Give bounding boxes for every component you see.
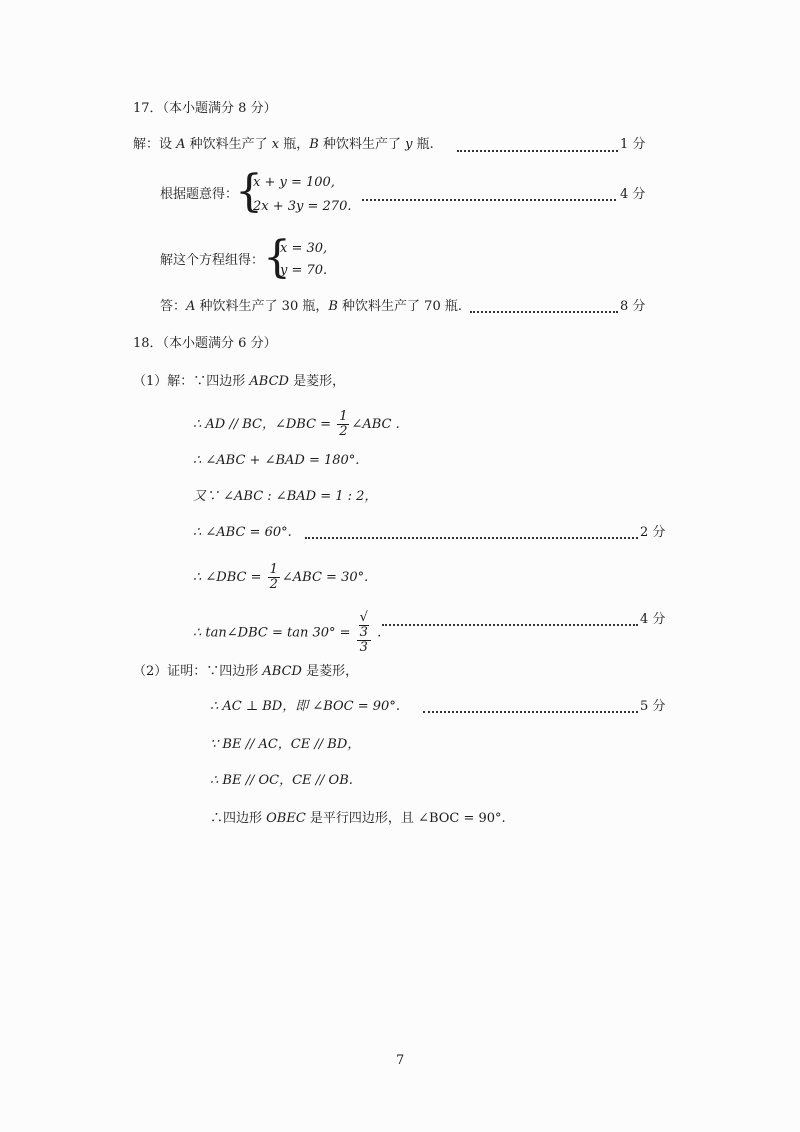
q18-obec: OBEC bbox=[266, 811, 306, 826]
q18-part1-intro bbox=[133, 373, 345, 391]
fraction-root3-over-3 bbox=[357, 611, 371, 655]
q18-p2-line4b: 是平行四边形，且 ∠BOC = 90°. bbox=[305, 811, 506, 826]
sqrt-icon: √ 3 bbox=[359, 610, 368, 640]
q17-sol2: y = 70. bbox=[280, 263, 328, 278]
q18-score-5: 5 分 bbox=[640, 699, 666, 714]
q17-header: 17．（本小题满分 8 分） bbox=[133, 101, 277, 116]
q18-abcd: ABCD bbox=[249, 374, 289, 389]
q17-eq1: x + y = 100, bbox=[253, 175, 335, 190]
dotted-leader bbox=[423, 711, 638, 713]
q17-setup-mid2: 瓶， bbox=[279, 137, 310, 152]
q18-score-4: 4 分 bbox=[640, 612, 666, 627]
q17-answer-end: 种饮料生产了 70 瓶. bbox=[337, 299, 462, 314]
q17-eq2: 2x + 3y = 270. bbox=[253, 199, 352, 214]
q17-score-2: 4 分 bbox=[620, 187, 646, 202]
q17-answer bbox=[160, 298, 462, 316]
q18-p1-line4: ∴ ∠ABC = 60°. bbox=[193, 525, 292, 540]
dotted-leader bbox=[362, 199, 616, 201]
q18-rhombus: 是菱形， bbox=[301, 664, 359, 679]
q17-setup bbox=[133, 136, 434, 154]
dotted-leader bbox=[457, 150, 618, 152]
q18-p1-line2: ∴ ∠ABC + ∠BAD = 180°. bbox=[193, 453, 360, 468]
dotted-leader bbox=[382, 624, 638, 626]
dotted-leader bbox=[305, 537, 638, 539]
q17-var-b: B bbox=[309, 137, 319, 152]
q17-answer-prefix: 答： bbox=[160, 299, 187, 314]
fraction-denominator: 2 bbox=[269, 577, 278, 592]
fraction-half bbox=[268, 563, 280, 592]
q18-abcd: ABCD bbox=[262, 664, 302, 679]
q17-setup-end: 瓶. bbox=[412, 137, 434, 152]
q17-answer-b: B bbox=[328, 299, 338, 314]
q17-setup-mid3: 种饮料生产了 bbox=[318, 137, 406, 152]
q17-score-1: 1 分 bbox=[620, 137, 646, 152]
q18-p1-line1b: ∠ABC . bbox=[351, 417, 400, 432]
q17-var-y: y bbox=[405, 137, 413, 152]
q18-header: 18．（本小题满分 6 分） bbox=[133, 336, 277, 351]
q18-p1-line6 bbox=[193, 611, 381, 655]
dotted-leader bbox=[470, 311, 618, 313]
fraction-denominator: 3 bbox=[359, 640, 368, 655]
q18-p1-line3: 又∵ ∠ABC : ∠BAD = 1 : 2， bbox=[193, 489, 378, 504]
q17-setup-mid1: 种饮料生产了 bbox=[185, 137, 272, 152]
q18-p1-line5b: ∠ABC = 30°. bbox=[281, 570, 369, 585]
q17-answer-mid: 种饮料生产了 30 瓶， bbox=[195, 299, 329, 314]
page-number: 7 bbox=[396, 1053, 405, 1068]
q18-p1-line1 bbox=[193, 410, 400, 439]
fraction-numerator: 1 bbox=[339, 409, 348, 424]
left-brace-icon: { bbox=[235, 166, 263, 217]
q18-part2-intro bbox=[133, 663, 358, 681]
q18-part1-prefix: （1）解：∵四边形 bbox=[133, 374, 250, 389]
fraction-numerator bbox=[357, 611, 371, 641]
q18-part2-prefix: （2）证明：∵四边形 bbox=[133, 664, 263, 679]
fraction-numerator: 1 bbox=[269, 562, 278, 577]
q18-p2-line1: ∴ AC ⊥ BD，即 ∠BOC = 90°. bbox=[210, 699, 400, 714]
q18-p1-line6a: ∴ tan∠DBC = tan 30° = bbox=[193, 625, 355, 641]
radicand: 3 bbox=[359, 625, 368, 640]
q17-sol1: x = 30, bbox=[280, 241, 328, 256]
q18-p1-line5a: ∴ ∠DBC = bbox=[193, 570, 266, 585]
q17-var-a: A bbox=[176, 137, 186, 152]
left-brace-icon: { bbox=[263, 232, 291, 283]
q18-p2-line4 bbox=[210, 810, 506, 828]
q18-rhombus: 是菱形， bbox=[288, 374, 346, 389]
q18-p1-line5 bbox=[193, 563, 368, 592]
q17-var-x: x bbox=[271, 137, 280, 152]
q17-setup-prefix: 解：设 bbox=[133, 137, 177, 152]
fraction-half bbox=[337, 410, 349, 439]
q18-p1-line6-end: . bbox=[372, 625, 382, 641]
q18-p2-line2: ∵ BE // AC，CE // BD， bbox=[210, 737, 361, 752]
q18-p2-line4a: ∴四边形 bbox=[210, 811, 267, 826]
q18-score-2: 2 分 bbox=[640, 525, 666, 540]
fraction-denominator: 2 bbox=[339, 424, 348, 439]
q17-answer-a: A bbox=[186, 299, 196, 314]
q17-score-3: 8 分 bbox=[620, 299, 646, 314]
q17-solution-label: 解这个方程组得： bbox=[160, 253, 265, 268]
q17-equation-label: 根据题意得： bbox=[160, 187, 239, 202]
q18-p2-line3: ∴ BE // OC，CE // OB. bbox=[210, 773, 353, 788]
q18-p1-line1a: ∴ AD // BC，∠DBC = bbox=[193, 417, 336, 432]
